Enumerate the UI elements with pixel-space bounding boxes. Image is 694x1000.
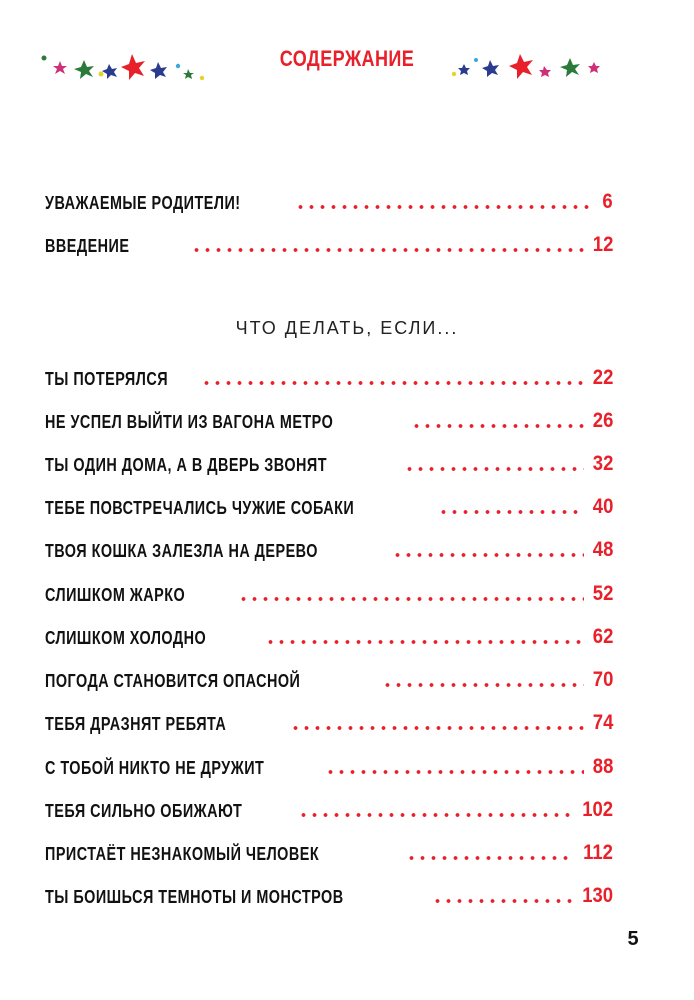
- toc-entry-page: 6: [602, 190, 613, 213]
- toc-entry-label: ПРИСТАЁТ НЕЗНАКОМЫЙ ЧЕЛОВЕК: [45, 844, 320, 864]
- toc-entry[interactable]: [45, 878, 613, 908]
- toc-entry-label: УВАЖАЕМЫЕ РОДИТЕЛИ!: [45, 193, 241, 213]
- toc-entry-label: С ТОБОЙ НИКТО НЕ ДРУЖИТ: [45, 758, 265, 778]
- toc-entry-label: ТЫ ПОТЕРЯЛСЯ: [45, 369, 169, 389]
- toc-entry-page: 70: [592, 668, 613, 691]
- toc-entry[interactable]: [45, 576, 613, 606]
- toc-entry-page: 22: [592, 366, 613, 389]
- dot-leader: [411, 424, 583, 428]
- toc-entry[interactable]: [45, 619, 613, 649]
- toc-entry[interactable]: [45, 184, 613, 214]
- toc-entry-label: НЕ УСПЕЛ ВЫЙТИ ИЗ ВАГОНА МЕТРО: [45, 412, 334, 432]
- toc-entry[interactable]: [45, 403, 613, 433]
- toc-entry-page: 12: [592, 233, 613, 256]
- toc-entry-label: ПОГОДА СТАНОВИТСЯ ОПАСНОЙ: [45, 671, 301, 691]
- dot-leader: [406, 856, 573, 860]
- toc-entry-page: 32: [592, 452, 613, 475]
- dot-leader: [382, 683, 583, 687]
- toc-entry-page: 88: [592, 755, 613, 778]
- dot-leader: [392, 553, 584, 557]
- toc-entry-label: ВВЕДЕНИЕ: [45, 236, 130, 256]
- dot-leader: [404, 467, 584, 471]
- toc-entry-label: ТЕБЯ СИЛЬНО ОБИЖАЮТ: [45, 801, 243, 821]
- toc-entry[interactable]: [45, 705, 613, 735]
- toc-entry-page: 26: [592, 409, 613, 432]
- dot-leader: [298, 813, 572, 817]
- dot-leader: [191, 248, 584, 252]
- toc-entry-label: ТЕБЕ ПОВСТРЕЧАЛИСЬ ЧУЖИЕ СОБАКИ: [45, 498, 355, 518]
- toc-entry-page: 112: [583, 841, 613, 864]
- toc-entry[interactable]: [45, 227, 613, 257]
- dot-leader: [238, 597, 583, 601]
- dot-leader: [201, 381, 584, 385]
- toc-entry[interactable]: [45, 532, 613, 562]
- toc-entry[interactable]: [45, 792, 613, 822]
- toc-entry-label: ТЫ ОДИН ДОМА, А В ДВЕРЬ ЗВОНЯТ: [45, 455, 327, 475]
- toc-entry-page: 62: [592, 625, 613, 648]
- dot-leader: [438, 510, 584, 514]
- toc-entry-page: 52: [592, 582, 613, 605]
- toc-entry[interactable]: [45, 662, 613, 692]
- dot-leader: [290, 726, 584, 730]
- toc-entry-page: 40: [592, 495, 613, 518]
- toc-entry[interactable]: [45, 749, 613, 779]
- toc-entry-label: ТЫ БОИШЬСЯ ТЕМНОТЫ И МОНСТРОВ: [45, 887, 344, 907]
- toc-entry-page: 48: [592, 538, 613, 561]
- toc-entry-label: СЛИШКОМ ЖАРКО: [45, 585, 186, 605]
- toc-entry-label: ТЕБЯ ДРАЗНЯТ РЕБЯТА: [45, 714, 227, 734]
- toc-entry[interactable]: [45, 489, 613, 519]
- stars-decoration-right-icon: [448, 44, 638, 84]
- page-title: СОДЕРЖАНИЕ: [279, 46, 415, 71]
- toc-entry[interactable]: [45, 835, 613, 865]
- toc-entry-page: 102: [582, 798, 613, 821]
- dot-leader: [325, 770, 584, 774]
- page-number: 5: [627, 928, 639, 950]
- section-heading: ЧТО ДЕЛАТЬ, ЕСЛИ...: [235, 318, 459, 338]
- dot-leader: [295, 205, 595, 209]
- dot-leader: [432, 899, 572, 903]
- toc-entry[interactable]: [45, 446, 613, 476]
- toc-entry-page: 74: [592, 711, 613, 734]
- dot-leader: [265, 640, 584, 644]
- toc-entry-label: ТВОЯ КОШКА ЗАЛЕЗЛА НА ДЕРЕВО: [45, 541, 318, 561]
- toc-entry-label: СЛИШКОМ ХОЛОДНО: [45, 628, 207, 648]
- toc-entry-page: 130: [582, 884, 613, 907]
- toc-entry[interactable]: [45, 360, 613, 390]
